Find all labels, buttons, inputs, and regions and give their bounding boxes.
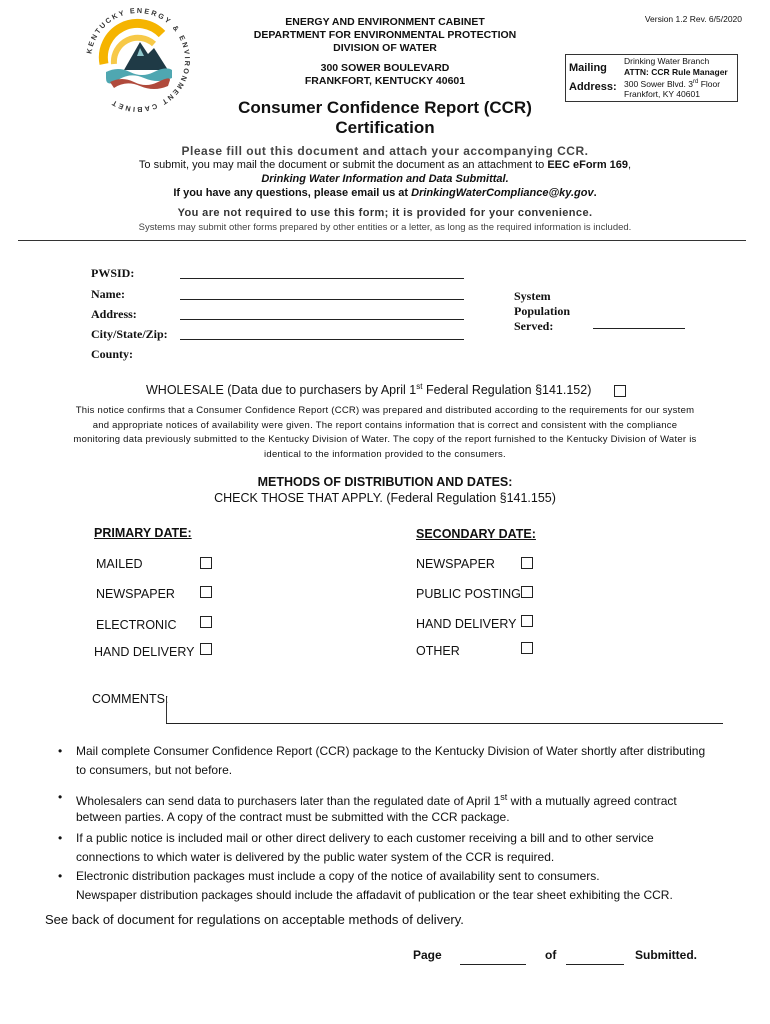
agency-header — [230, 16, 540, 88]
methods-header — [160, 474, 610, 506]
form-title-line1: Consumer Confidence Report (CCR) — [238, 98, 532, 117]
eform-link[interactable]: EEC eForm 169 — [547, 159, 629, 171]
see-back-note: See back of document for regulations on acceptable methods of delivery. — [45, 912, 464, 927]
certification-notice: This notice confirms that a Consumer Confidence Report (CCR) was prepared and distributed according to the requirements for our system and appropriate notices of availability were given. The report contains information that is correct and consistent with the compliance monitoring data previously submitted to the Kentucky Division of Water. The copy of the report furnished to the Kentucky Division of Water is identical to the information provided to the consumers. — [73, 405, 697, 460]
comments-label: COMMENTS: — [92, 692, 169, 706]
comments-field[interactable] — [166, 723, 723, 724]
pwsid-field[interactable] — [180, 278, 464, 279]
bullet-mail-package: • Mail complete Consumer Confidence Report (CCR) package to the Kentucky Division of Water shortly after distributing to consumers, but not before. — [76, 742, 746, 780]
mailing-address-box — [565, 54, 738, 102]
bullet-electronic: • Electronic distribution packages must include a copy of the notice of availability sent to consumers. Newspaper distribution packages should include the affadavit of publication or the tear sheet exhibiting the CCR. — [76, 867, 746, 905]
email-instruction: If you have any questions, please email us at DrinkingWaterCompliance@ky.gov. — [173, 187, 597, 199]
form-title — [200, 98, 570, 138]
methods-subtitle: CHECK THOSE THAT APPLY. (Federal Regulation §141.155) — [214, 491, 556, 505]
secondary-newspaper-label: NEWSPAPER — [416, 557, 495, 571]
primary-hand-delivery-checkbox[interactable] — [200, 643, 212, 655]
population-label: System Population Served: — [514, 289, 571, 333]
primary-hand-delivery-label: HAND DELIVERY — [94, 645, 195, 659]
wholesale-checkbox[interactable] — [614, 385, 626, 397]
email-link[interactable]: DrinkingWaterCompliance@ky.gov — [411, 187, 594, 199]
secondary-date-header: SECONDARY DATE: — [416, 527, 536, 541]
city-label: City/State/Zip: — [91, 327, 168, 341]
fill-out-instruction: Please fill out this document and attach your accompanying CCR. — [181, 144, 589, 158]
primary-electronic-checkbox[interactable] — [200, 616, 212, 628]
agency-cabinet: ENERGY AND ENVIRONMENT CABINET — [285, 16, 485, 28]
bullet-list — [76, 742, 746, 905]
primary-date-header: PRIMARY DATE: — [94, 526, 192, 540]
primary-mailed-checkbox[interactable] — [200, 557, 212, 569]
primary-newspaper-checkbox[interactable] — [200, 586, 212, 598]
submit-instruction: To submit, you may mail the document or submit the document as an attachment to EEC eForm 169, — [138, 159, 632, 171]
primary-newspaper-label: NEWSPAPER — [96, 587, 175, 601]
kentucky-eec-logo — [84, 6, 192, 114]
section-divider — [18, 240, 746, 241]
mailing-city: Frankfort, KY 40601 — [624, 89, 700, 100]
agency-department: DEPARTMENT FOR ENVIRONMENTAL PROTECTION — [253, 29, 517, 41]
secondary-hand-delivery-checkbox[interactable] — [521, 615, 533, 627]
primary-mailed-label: MAILED — [96, 557, 143, 571]
secondary-public-posting-label: PUBLIC POSTING — [416, 587, 521, 601]
other-forms-note: Systems may submit other forms prepared by other entities or a letter, as long as the required information is included. — [138, 222, 632, 233]
not-required-note: You are not required to use this form; it is provided for your convenience. — [177, 207, 593, 219]
mailing-attn: ATTN: CCR Rule Manager — [624, 66, 728, 77]
secondary-other-checkbox[interactable] — [521, 642, 533, 654]
agency-street: 300 SOWER BOULEVARD — [320, 62, 450, 74]
address-field[interactable] — [180, 319, 464, 320]
bullet-public-notice: • If a public notice is included mail or other direct delivery to each customer receiving a bill and to other service connections to which water is delivered by the public water system of the CCR is required. — [76, 829, 746, 867]
mailing-street: 300 Sower Blvd. 3rd Floor — [624, 78, 721, 89]
agency-city: FRANKFORT, KENTUCKY 40601 — [304, 75, 466, 87]
mailing-address-text — [624, 56, 728, 100]
pwsid-label: PWSID: — [91, 266, 135, 280]
county-label: County: — [91, 347, 134, 361]
page-number-field[interactable] — [460, 964, 526, 965]
agency-division: DIVISION OF WATER — [333, 42, 437, 54]
total-pages-field[interactable] — [566, 964, 624, 965]
mailing-label: Mailing — [569, 62, 607, 74]
population-field[interactable] — [593, 328, 685, 329]
bullet-wholesalers: • Wholesalers can send data to purchasers later than the regulated date of April 1st with a mutually agreed contract between parties. A copy of the contract must be submitted with the CCR package. — [76, 788, 746, 827]
submitted-label: Submitted. — [635, 948, 697, 962]
secondary-public-posting-checkbox[interactable] — [521, 586, 533, 598]
instructions — [20, 144, 750, 235]
address-label: Address: — [569, 81, 617, 93]
primary-electronic-label: ELECTRONIC — [96, 618, 177, 632]
svg-text:KENTUCKY ENERGY & ENVIRONMENT: KENTUCKY ENERGY & ENVIRONMENT CABINET — [84, 6, 192, 114]
form-title-line2: Certification — [335, 118, 435, 137]
wholesale-label: WHOLESALE (Data due to purchasers by April 1st Federal Regulation §141.152) — [146, 382, 592, 398]
name-field[interactable] — [180, 299, 464, 300]
page-label: Page — [413, 948, 442, 962]
name-label: Name: — [91, 287, 125, 301]
methods-title: METHODS OF DISTRIBUTION AND DATES: — [257, 475, 513, 489]
secondary-newspaper-checkbox[interactable] — [521, 557, 533, 569]
mailing-branch: Drinking Water Branch — [624, 56, 710, 66]
version-label: Version 1.2 Rev. 6/5/2020 — [644, 14, 742, 24]
secondary-other-label: OTHER — [416, 644, 460, 658]
address-field-label: Address: — [91, 307, 137, 321]
secondary-hand-delivery-label: HAND DELIVERY — [416, 617, 517, 631]
of-label: of — [545, 948, 557, 962]
dwids-text: Drinking Water Information and Data Submittal. — [261, 173, 509, 185]
city-field[interactable] — [180, 339, 464, 340]
comments-cursor-mark — [166, 697, 169, 723]
